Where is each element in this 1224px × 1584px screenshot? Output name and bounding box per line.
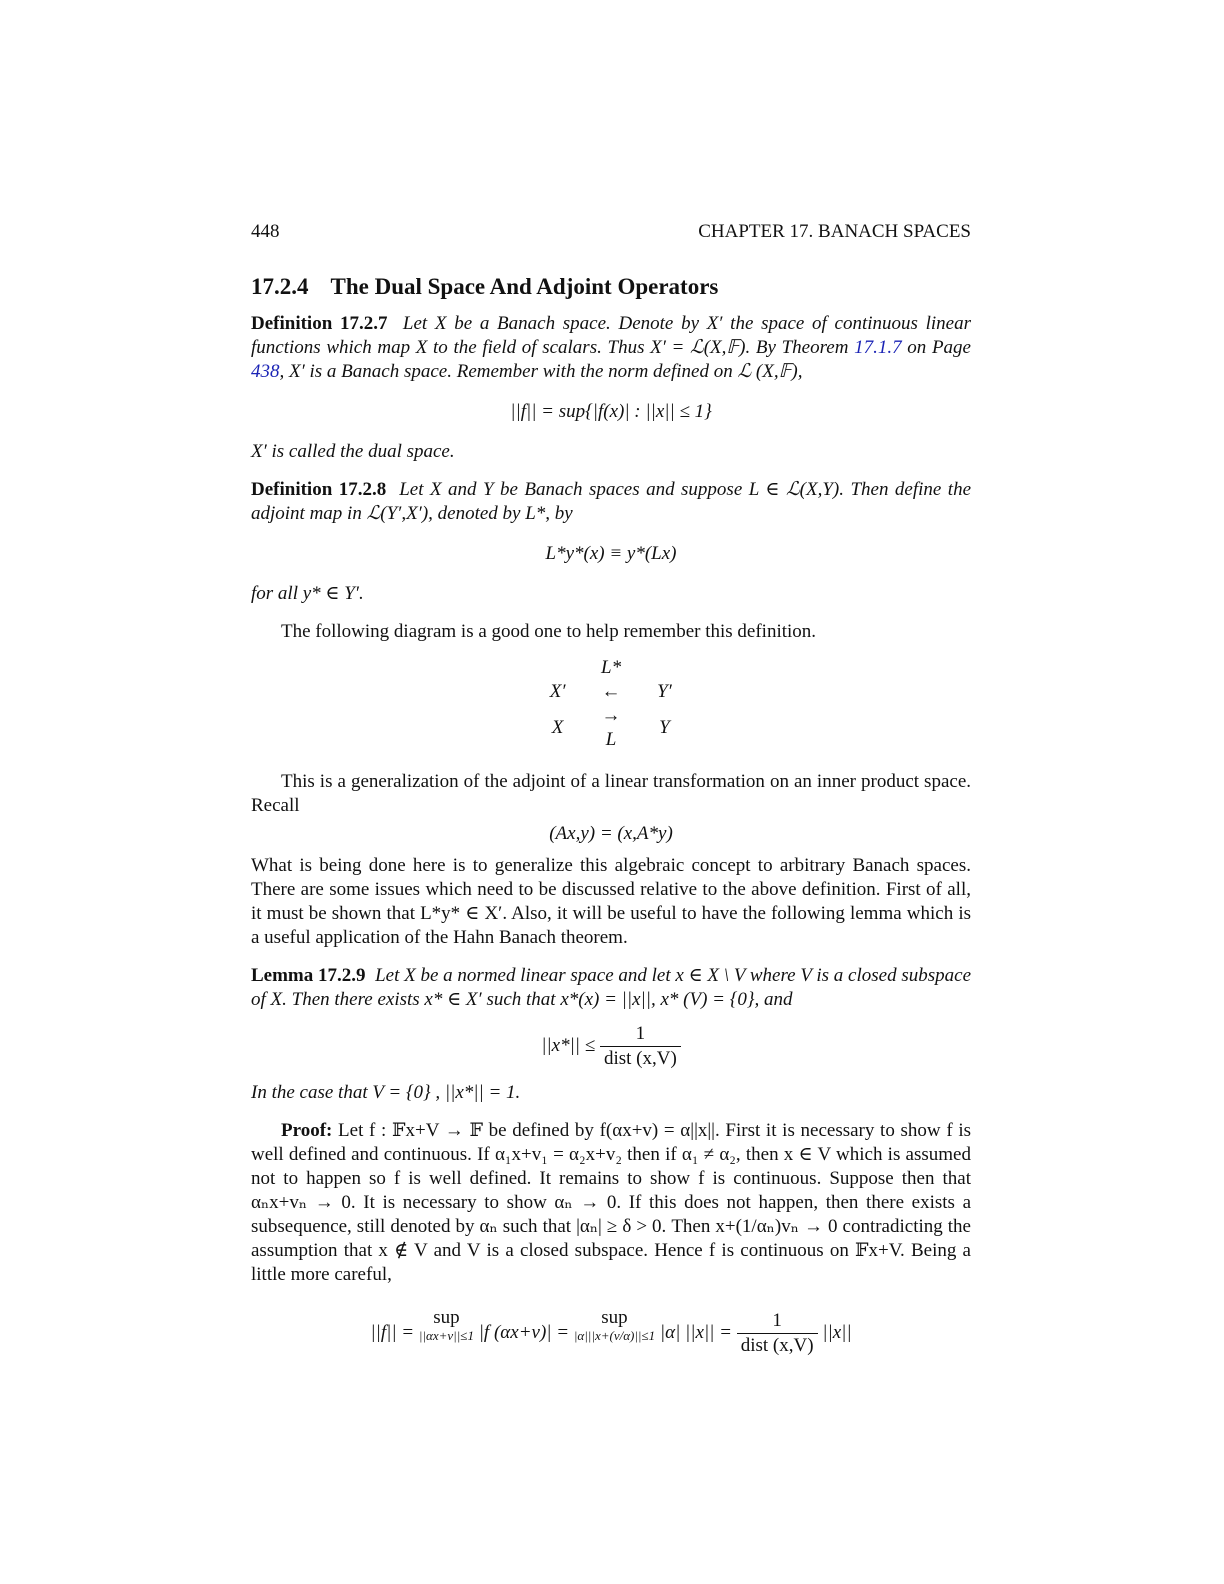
proof-label: Proof: <box>281 1120 333 1141</box>
left-arrow-icon: ← <box>601 681 621 702</box>
norm-equation: ||f|| = sup{|f(x)| : ||x|| ≤ 1} <box>510 401 712 422</box>
lemma-inequality <box>251 1022 971 1071</box>
eq-rhs: ||x|| <box>822 1321 852 1343</box>
page-number: 448 <box>251 221 280 242</box>
fraction <box>737 1309 818 1358</box>
diagram-bottom-label: L <box>605 729 617 750</box>
section-title: The Dual Space And Adjoint Operators <box>330 274 719 299</box>
adjoint-diagram <box>531 656 691 752</box>
sup-operator-1 <box>419 1309 474 1345</box>
diagram-y-prime: Y′ <box>657 681 672 702</box>
fraction-numerator: 1 <box>772 1310 782 1331</box>
theorem-link[interactable]: 17.1.7 <box>854 337 902 358</box>
sup-subscript: |α|||x+(v/α)||≤1 <box>573 1328 656 1343</box>
definition-17-2-8 <box>251 478 971 526</box>
fraction <box>600 1022 681 1071</box>
proof-paragraph <box>251 1119 971 1287</box>
dual-space-sentence: X′ is called the dual space. <box>251 441 455 462</box>
running-header <box>251 220 971 244</box>
sup-label: sup <box>433 1307 460 1328</box>
diagram-x: X <box>551 717 564 738</box>
generalization-paragraph: This is a generalization of the adjoint of a linear transformation on an inner product space. Recall <box>251 771 971 816</box>
fraction-denominator: dist (x,V) <box>737 1333 818 1358</box>
section-number: 17.2.4 <box>251 274 309 299</box>
lemma-case-sentence: In the case that V = {0} , ||x*|| = 1. <box>251 1082 521 1103</box>
definition-17-2-7 <box>251 312 971 384</box>
lemma-label: Lemma 17.2.9 <box>251 965 366 986</box>
inequality-lhs: ||x*|| ≤ <box>541 1034 596 1056</box>
sup-subscript: ||αx+v||≤1 <box>418 1328 474 1343</box>
page <box>251 220 971 1374</box>
lemma-17-2-9 <box>251 964 971 1012</box>
definition-text: Let X be a Banach space. Denote by X′ the space of continuous linear functions which map X to the field of scalars. Thus X′ = ℒ(X,𝔽). By Theorem <box>251 313 972 358</box>
chapter-title: CHAPTER 17. BANACH SPACES <box>698 221 971 242</box>
adjoint-equation: L*y*(x) ≡ y*(Lx) <box>545 543 677 564</box>
definition-text: , X′ is a Banach space. Remember with the norm defined on ℒ (X,𝔽), <box>279 361 803 382</box>
right-arrow-icon: → <box>601 705 621 726</box>
fraction-numerator: 1 <box>635 1023 646 1044</box>
diagram-top-label: L* <box>601 657 622 678</box>
page-link[interactable]: 438 <box>251 361 280 382</box>
diagram-intro: The following diagram is a good one to help remember this definition. <box>281 621 817 642</box>
diagram-y: Y <box>659 717 670 738</box>
definition-label: Definition 17.2.7 <box>251 313 388 334</box>
issues-paragraph: What is being done here is to generalize this algebraic concept to arbitrary Banach spaces. There are some issues which need to be discussed relative to the above definition. First of all, it must be shown that L*y* ∈ X′. Also, it will be useful to have the following lemma which is a useful application of the Hahn Banach theorem. <box>251 855 971 948</box>
fraction-denominator: dist (x,V) <box>600 1046 681 1071</box>
final-equation <box>251 1309 971 1358</box>
definition-text: Let X and Y be Banach spaces and suppose L ∈ ℒ(X,Y). Then define the adjoint map in ℒ(Y′,X′), denoted by L*, by <box>251 479 972 524</box>
sup-label: sup <box>601 1307 628 1328</box>
eq-middle-1: |f (αx+v)| = <box>478 1321 570 1343</box>
inner-product-equation: (Ax,y) = (x,A*y) <box>549 823 673 844</box>
lemma-text: Let X be a normed linear space and let x ∈ X \ V where V is a closed subspace of X. Then there exists x* ∈ X′ such that x*(x) = ||x||, x* (V) = {0}, and <box>251 965 972 1010</box>
definition-text: on Page <box>901 337 971 358</box>
proof-text: Let f : 𝔽x+V → 𝔽 be defined by f(αx+v) = α||x||. First it is necessary to show f is well defined and continuous. If α₁x+v₁ = α₂x+v₂ then if α₁ ≠ α₂, then x ∈ V which is assumed not to happen so f is well defined. It remains to show f is continuous. Suppose then that αₙx+vₙ → 0. It is necessary to show αₙ → 0. If this does not happen, then there exists a subsequence, still denoted by αₙ such that |αₙ| ≥ δ > 0. Then x+(1/αₙ)vₙ → 0 contradicting the assumption that x ∉ V and V is a closed subspace. Hence f is continuous on 𝔽x+V. Being a little more careful, <box>251 1120 971 1285</box>
eq-middle-2: |α| ||x|| = <box>659 1321 732 1343</box>
sup-operator-2 <box>574 1309 655 1345</box>
section-heading <box>251 272 971 302</box>
diagram-x-prime: X′ <box>549 681 566 702</box>
for-all-sentence: for all y* ∈ Y′. <box>251 583 364 604</box>
eq-lhs: ||f|| = <box>370 1321 415 1343</box>
definition-label: Definition 17.2.8 <box>251 479 387 500</box>
